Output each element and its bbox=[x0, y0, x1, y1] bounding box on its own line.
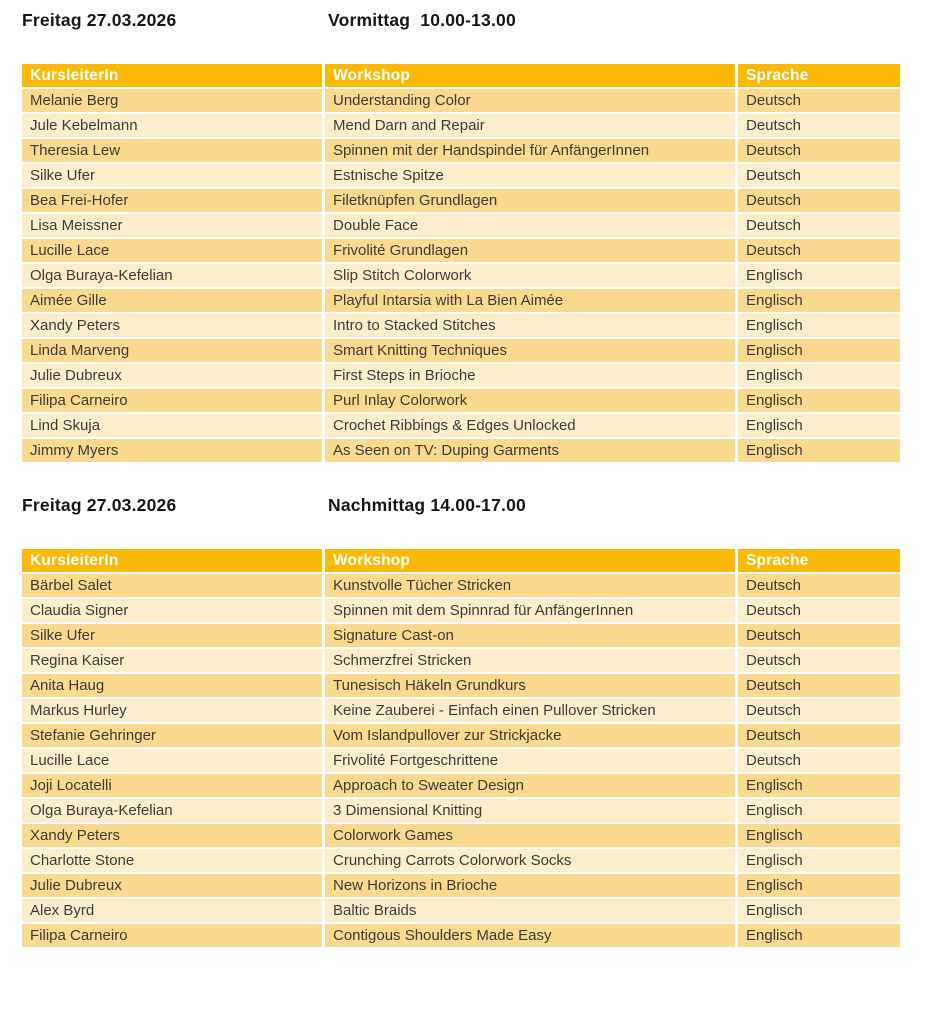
cell-workshop: Purl Inlay Colorwork bbox=[325, 389, 738, 414]
section-date-title: Freitag 27.03.2026 bbox=[22, 10, 177, 30]
table-row bbox=[22, 89, 900, 114]
cell-workshop: Vom Islandpullover zur Strickjacke bbox=[325, 724, 738, 749]
cell-sprache: Deutsch bbox=[738, 139, 900, 164]
cell-workshop: Slip Stitch Colorwork bbox=[325, 264, 738, 289]
table-row bbox=[22, 699, 900, 724]
table-row bbox=[22, 264, 900, 289]
table-row bbox=[22, 599, 900, 624]
table-row bbox=[22, 139, 900, 164]
cell-sprache: Englisch bbox=[738, 339, 900, 364]
cell-kursleiterin: Filipa Carneiro bbox=[22, 389, 325, 414]
workshop-table-nachmittag bbox=[22, 549, 900, 949]
cell-sprache: Englisch bbox=[738, 774, 900, 799]
table-header-row bbox=[22, 64, 900, 89]
column-header-sprache: Sprache bbox=[738, 549, 900, 574]
table-row bbox=[22, 899, 900, 924]
table-row bbox=[22, 314, 900, 339]
cell-sprache: Englisch bbox=[738, 364, 900, 389]
cell-sprache: Englisch bbox=[738, 874, 900, 899]
cell-kursleiterin: Jimmy Myers bbox=[22, 439, 325, 464]
cell-kursleiterin: Lind Skuja bbox=[22, 414, 325, 439]
cell-workshop: Estnische Spitze bbox=[325, 164, 738, 189]
cell-kursleiterin: Filipa Carneiro bbox=[22, 924, 325, 949]
section-title-row bbox=[22, 10, 900, 34]
table-row bbox=[22, 624, 900, 649]
cell-workshop: Intro to Stacked Stitches bbox=[325, 314, 738, 339]
table-row bbox=[22, 339, 900, 364]
cell-workshop: Playful Intarsia with La Bien Aimée bbox=[325, 289, 738, 314]
column-header-kursleiterin: KursleiterIn bbox=[22, 64, 325, 89]
table-row bbox=[22, 239, 900, 264]
cell-workshop: Frivolité Fortgeschrittene bbox=[325, 749, 738, 774]
cell-workshop: As Seen on TV: Duping Garments bbox=[325, 439, 738, 464]
cell-workshop: Schmerzfrei Stricken bbox=[325, 649, 738, 674]
cell-kursleiterin: Linda Marveng bbox=[22, 339, 325, 364]
schedule-content bbox=[22, 10, 900, 949]
cell-kursleiterin: Silke Ufer bbox=[22, 624, 325, 649]
cell-kursleiterin: Lucille Lace bbox=[22, 749, 325, 774]
table-row bbox=[22, 164, 900, 189]
cell-workshop: Double Face bbox=[325, 214, 738, 239]
cell-workshop: Baltic Braids bbox=[325, 899, 738, 924]
cell-kursleiterin: Silke Ufer bbox=[22, 164, 325, 189]
cell-workshop: Understanding Color bbox=[325, 89, 738, 114]
table-row bbox=[22, 799, 900, 824]
cell-workshop: Keine Zauberei - Einfach einen Pullover Stricken bbox=[325, 699, 738, 724]
cell-sprache: Englisch bbox=[738, 439, 900, 464]
cell-workshop: Filetknüpfen Grundlagen bbox=[325, 189, 738, 214]
cell-sprache: Deutsch bbox=[738, 114, 900, 139]
table-row bbox=[22, 724, 900, 749]
cell-workshop: First Steps in Brioche bbox=[325, 364, 738, 389]
cell-sprache: Englisch bbox=[738, 264, 900, 289]
cell-kursleiterin: Xandy Peters bbox=[22, 824, 325, 849]
section-vormittag bbox=[22, 10, 900, 464]
cell-kursleiterin: Lisa Meissner bbox=[22, 214, 325, 239]
cell-sprache: Englisch bbox=[738, 799, 900, 824]
cell-sprache: Deutsch bbox=[738, 724, 900, 749]
table-row bbox=[22, 674, 900, 699]
table-row bbox=[22, 364, 900, 389]
section-title-row bbox=[22, 495, 900, 519]
cell-workshop: Tunesisch Häkeln Grundkurs bbox=[325, 674, 738, 699]
table-row bbox=[22, 874, 900, 899]
table-row bbox=[22, 289, 900, 314]
cell-sprache: Deutsch bbox=[738, 649, 900, 674]
workshop-table-vormittag bbox=[22, 64, 900, 464]
cell-kursleiterin: Jule Kebelmann bbox=[22, 114, 325, 139]
cell-workshop: Spinnen mit der Handspindel für AnfängerInnen bbox=[325, 139, 738, 164]
cell-sprache: Deutsch bbox=[738, 674, 900, 699]
table-row bbox=[22, 774, 900, 799]
table-row bbox=[22, 389, 900, 414]
cell-sprache: Deutsch bbox=[738, 189, 900, 214]
cell-sprache: Englisch bbox=[738, 314, 900, 339]
cell-kursleiterin: Stefanie Gehringer bbox=[22, 724, 325, 749]
cell-sprache: Englisch bbox=[738, 389, 900, 414]
cell-sprache: Deutsch bbox=[738, 574, 900, 599]
cell-sprache: Englisch bbox=[738, 899, 900, 924]
cell-kursleiterin: Lucille Lace bbox=[22, 239, 325, 264]
cell-sprache: Deutsch bbox=[738, 239, 900, 264]
column-header-sprache: Sprache bbox=[738, 64, 900, 89]
table-row bbox=[22, 114, 900, 139]
cell-sprache: Deutsch bbox=[738, 599, 900, 624]
cell-sprache: Englisch bbox=[738, 849, 900, 874]
cell-workshop: Crunching Carrots Colorwork Socks bbox=[325, 849, 738, 874]
cell-workshop: Contigous Shoulders Made Easy bbox=[325, 924, 738, 949]
cell-sprache: Englisch bbox=[738, 824, 900, 849]
cell-workshop: Frivolité Grundlagen bbox=[325, 239, 738, 264]
cell-workshop: 3 Dimensional Knitting bbox=[325, 799, 738, 824]
section-time-title: Nachmittag 14.00-17.00 bbox=[328, 495, 526, 515]
cell-kursleiterin: Anita Haug bbox=[22, 674, 325, 699]
table-row bbox=[22, 189, 900, 214]
cell-workshop: Signature Cast-on bbox=[325, 624, 738, 649]
cell-sprache: Deutsch bbox=[738, 89, 900, 114]
cell-workshop: Crochet Ribbings & Edges Unlocked bbox=[325, 414, 738, 439]
cell-kursleiterin: Theresia Lew bbox=[22, 139, 325, 164]
section-nachmittag bbox=[22, 495, 900, 949]
cell-sprache: Deutsch bbox=[738, 624, 900, 649]
cell-kursleiterin: Charlotte Stone bbox=[22, 849, 325, 874]
cell-workshop: New Horizons in Brioche bbox=[325, 874, 738, 899]
cell-workshop: Mend Darn and Repair bbox=[325, 114, 738, 139]
cell-workshop: Smart Knitting Techniques bbox=[325, 339, 738, 364]
table-row bbox=[22, 749, 900, 774]
cell-kursleiterin: Alex Byrd bbox=[22, 899, 325, 924]
cell-sprache: Englisch bbox=[738, 414, 900, 439]
table-row bbox=[22, 214, 900, 239]
cell-sprache: Englisch bbox=[738, 289, 900, 314]
cell-kursleiterin: Claudia Signer bbox=[22, 599, 325, 624]
cell-workshop: Colorwork Games bbox=[325, 824, 738, 849]
cell-sprache: Deutsch bbox=[738, 214, 900, 239]
section-time-title: Vormittag 10.00-13.00 bbox=[328, 10, 516, 30]
cell-workshop: Approach to Sweater Design bbox=[325, 774, 738, 799]
table-row bbox=[22, 924, 900, 949]
cell-kursleiterin: Bärbel Salet bbox=[22, 574, 325, 599]
cell-kursleiterin: Julie Dubreux bbox=[22, 874, 325, 899]
table-row bbox=[22, 574, 900, 599]
table-row bbox=[22, 439, 900, 464]
table-header-row bbox=[22, 549, 900, 574]
column-header-workshop: Workshop bbox=[325, 549, 738, 574]
cell-kursleiterin: Joji Locatelli bbox=[22, 774, 325, 799]
cell-sprache: Deutsch bbox=[738, 749, 900, 774]
table-row bbox=[22, 414, 900, 439]
table-row bbox=[22, 849, 900, 874]
cell-workshop: Kunstvolle Tücher Stricken bbox=[325, 574, 738, 599]
cell-sprache: Deutsch bbox=[738, 699, 900, 724]
cell-kursleiterin: Melanie Berg bbox=[22, 89, 325, 114]
cell-kursleiterin: Markus Hurley bbox=[22, 699, 325, 724]
table-row bbox=[22, 649, 900, 674]
column-header-kursleiterin: KursleiterIn bbox=[22, 549, 325, 574]
cell-kursleiterin: Regina Kaiser bbox=[22, 649, 325, 674]
cell-kursleiterin: Aimée Gille bbox=[22, 289, 325, 314]
cell-workshop: Spinnen mit dem Spinnrad für AnfängerInnen bbox=[325, 599, 738, 624]
cell-kursleiterin: Olga Buraya-Kefelian bbox=[22, 799, 325, 824]
cell-kursleiterin: Bea Frei-Hofer bbox=[22, 189, 325, 214]
cell-kursleiterin: Julie Dubreux bbox=[22, 364, 325, 389]
column-header-workshop: Workshop bbox=[325, 64, 738, 89]
cell-kursleiterin: Xandy Peters bbox=[22, 314, 325, 339]
cell-sprache: Englisch bbox=[738, 924, 900, 949]
section-date-title: Freitag 27.03.2026 bbox=[22, 495, 177, 515]
cell-kursleiterin: Olga Buraya-Kefelian bbox=[22, 264, 325, 289]
cell-sprache: Deutsch bbox=[738, 164, 900, 189]
table-row bbox=[22, 824, 900, 849]
